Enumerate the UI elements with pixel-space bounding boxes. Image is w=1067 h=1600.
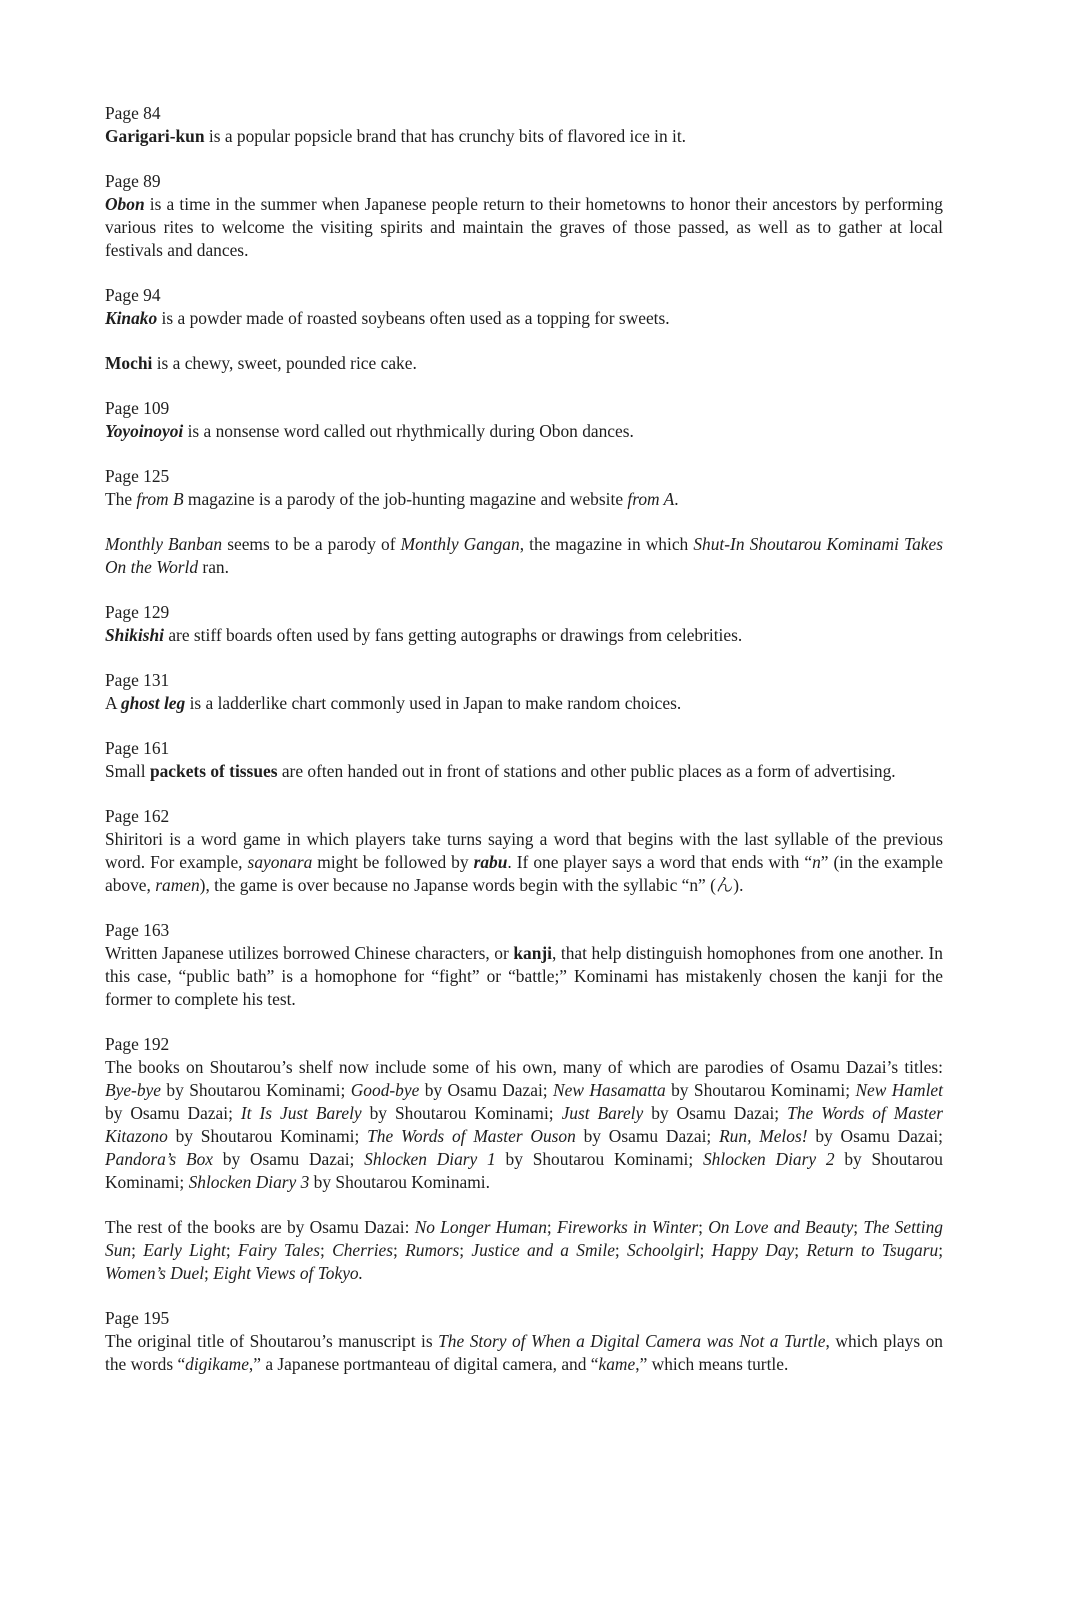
page-reference: Page 162 (105, 806, 170, 826)
note-text-run: . If one player says a word that ends with “ (507, 852, 813, 872)
note-term: Rumors (405, 1240, 460, 1260)
note-text-run: The rest of the books are by Osamu Dazai: (105, 1217, 415, 1237)
note-text (105, 942, 943, 1011)
note-entry (105, 601, 943, 647)
page-reference: Page 192 (105, 1034, 170, 1054)
note-term: n (812, 852, 821, 872)
note-entry (105, 102, 943, 148)
note-text (105, 692, 943, 715)
note-text (105, 624, 943, 647)
note-text-run: are stiff boards often used by fans getting autographs or drawings from celebrities. (163, 625, 743, 645)
note-entry (105, 1033, 943, 1194)
note-entry (105, 284, 943, 330)
note-text-run: ; (699, 1240, 712, 1260)
note-text-run: ; (794, 1240, 807, 1260)
note-text-run: A (105, 693, 121, 713)
note-term: rabu (473, 852, 508, 872)
note-text-run: by Shoutarou Kominami; (361, 1103, 562, 1123)
note-term: Obon (105, 194, 145, 214)
note-text-run: ; (131, 1240, 144, 1260)
note-text-run: ), the game is over because no Japanse words begin with the syllabic “n” (ん). (199, 875, 744, 895)
note-term: Return to Tsugaru (806, 1240, 939, 1260)
note-term: Fairy Tales (238, 1240, 321, 1260)
note-term: Cherries (332, 1240, 394, 1260)
note-text (105, 760, 943, 783)
note-text-run: ” (in the example above, (105, 852, 943, 895)
note-entry (105, 805, 943, 897)
note-entry (105, 737, 943, 783)
note-term: Monthly Banban (105, 534, 223, 554)
note-term: New Hasamatta (553, 1080, 666, 1100)
note-text-run: is a nonsense word called out rhythmically during Obon dances. (183, 421, 634, 441)
notes-list (105, 102, 943, 1376)
note-text-run: ; (393, 1240, 406, 1260)
note-text (105, 1216, 943, 1285)
note-term: digikame (185, 1354, 249, 1374)
note-text-run: ; (614, 1240, 628, 1260)
note-term: No Longer Human (414, 1217, 547, 1237)
note-text-run: ran. (198, 557, 229, 577)
page-reference: Page 195 (105, 1308, 170, 1328)
note-text-run: Written Japanese utilizes borrowed Chinese characters, or (105, 943, 514, 963)
note-entry (105, 352, 943, 375)
note-text (105, 1056, 943, 1194)
note-term: Yoyoinoyoi (105, 421, 184, 441)
note-text-run: . (674, 489, 679, 509)
note-term: ghost leg (120, 693, 186, 713)
note-term: Pandora’s Box (105, 1149, 213, 1169)
note-text (105, 420, 943, 443)
note-text-run: ; (546, 1217, 557, 1237)
note-term: Shlocken Diary 3 (188, 1172, 310, 1192)
note-entry (105, 1216, 943, 1285)
note-term: Shikishi (105, 625, 164, 645)
note-text-run: ; (225, 1240, 238, 1260)
page-reference: Page 163 (105, 920, 170, 940)
note-text-run: by Shoutarou Kominami; (167, 1126, 368, 1146)
note-term: New Hamlet (855, 1080, 943, 1100)
note-entry (105, 533, 943, 579)
note-term: Women’s Duel (105, 1263, 205, 1283)
note-term: Justice and a Smile (471, 1240, 615, 1260)
note-text (105, 1330, 943, 1376)
note-term: The Setting Sun (105, 1217, 943, 1260)
note-text-run: by Osamu Dazai; (643, 1103, 788, 1123)
note-text (105, 307, 943, 330)
note-term: Kinako (105, 308, 158, 328)
note-term: The Words of Master Ouson (367, 1126, 576, 1146)
note-term: Eight Views of Tokyo. (213, 1263, 363, 1283)
note-text-run: is a chewy, sweet, pounded rice cake. (152, 353, 417, 373)
note-text-run: by Osamu Dazai; (105, 1103, 241, 1123)
page-reference: Page 84 (105, 103, 161, 123)
note-text-run: by Shoutarou Kominami; (105, 1149, 943, 1192)
note-text-run: by Osamu Dazai; (807, 1126, 943, 1146)
note-term: Fireworks in Winter (556, 1217, 699, 1237)
note-text-run: by Shoutarou Kominami; (495, 1149, 703, 1169)
note-text-run: The original title of Shoutarou’s manuscript is (105, 1331, 439, 1351)
note-entry (105, 465, 943, 511)
note-term: Shlocken Diary 1 (364, 1149, 496, 1169)
page-reference: Page 131 (105, 670, 170, 690)
note-text-run: The books on Shoutarou’s shelf now include some of his own, many of which are parodies of Osamu Dazai’s titles: (105, 1057, 943, 1077)
note-term: ramen (155, 875, 200, 895)
note-text (105, 533, 943, 579)
note-term: sayonara (247, 852, 313, 872)
page-reference: Page 89 (105, 171, 161, 191)
note-text-run: ; (204, 1263, 214, 1283)
note-term: Happy Day (711, 1240, 795, 1260)
note-text-run: ; (320, 1240, 333, 1260)
note-text-run: Small (105, 761, 150, 781)
note-term: The Story of When a Digital Camera was Not a Turtle (438, 1331, 826, 1351)
note-text-run: by Osamu Dazai; (213, 1149, 365, 1169)
note-entry (105, 397, 943, 443)
note-text (105, 125, 943, 148)
note-text-run: might be followed by (312, 852, 474, 872)
page-reference: Page 161 (105, 738, 170, 758)
note-term: Bye-bye (105, 1080, 161, 1100)
note-text-run: ; (853, 1217, 864, 1237)
note-text-run: magazine is a parody of the job-hunting magazine and website (183, 489, 628, 509)
translation-notes-page (105, 102, 943, 1398)
note-text-run: is a popular popsicle brand that has crunchy bits of flavored ice in it. (204, 126, 687, 146)
note-entry (105, 170, 943, 262)
note-entry (105, 919, 943, 1011)
note-term: from B (136, 489, 184, 509)
note-term: It Is Just Barely (240, 1103, 362, 1123)
note-text-run: Shiritori is a word game in which players take turns saying a word that begins with the last syllable of the previous word. For example, (105, 829, 943, 872)
page-reference: Page 109 (105, 398, 170, 418)
note-text-run: by Shoutarou Kominami; (161, 1080, 351, 1100)
note-term: Shut-In Shoutarou Kominami Takes On the World (105, 534, 943, 577)
note-text-run: by Shoutarou Kominami. (309, 1172, 490, 1192)
note-term: Mochi (105, 353, 153, 373)
note-entry (105, 669, 943, 715)
note-text (105, 352, 943, 375)
note-text (105, 828, 943, 897)
note-text (105, 488, 943, 511)
note-term: On Love and Beauty (708, 1217, 854, 1237)
note-text-run: ,” which means turtle. (635, 1354, 789, 1374)
note-term: Shlocken Diary 2 (702, 1149, 835, 1169)
note-term: Early Light (143, 1240, 226, 1260)
note-text-run: , that help distinguish homophones from one another. In this case, “public bath” is a homophone for “fight” or “battle;” Kominami has mistakenly chosen the kanji for the former to complete his test. (105, 943, 943, 1009)
note-term: Monthly Gangan (400, 534, 520, 554)
note-term: from A (627, 489, 675, 509)
note-term: Good-bye (350, 1080, 420, 1100)
note-entry (105, 1307, 943, 1376)
note-text-run: The (105, 489, 137, 509)
note-text-run: is a powder made of roasted soybeans often used as a topping for sweets. (157, 308, 670, 328)
note-text-run: by Shoutarou Kominami; (665, 1080, 856, 1100)
note-text-run: seems to be a parody of (222, 534, 401, 554)
note-text-run: by Osamu Dazai; (575, 1126, 720, 1146)
note-text-run: is a ladderlike chart commonly used in Japan to make random choices. (185, 693, 682, 713)
note-term: Run, Melos! (719, 1126, 808, 1146)
note-term: Schoolgirl (627, 1240, 700, 1260)
page-reference: Page 125 (105, 466, 170, 486)
page-reference: Page 94 (105, 285, 161, 305)
note-term: The Words of Master Kitazono (105, 1103, 943, 1146)
note-text-run: ; (938, 1240, 944, 1260)
note-text-run: , the magazine in which (519, 534, 694, 554)
note-text-run: is a time in the summer when Japanese people return to their hometowns to honor their ancestors by performing various rites to welcome the visiting spirits and maintain the graves of those passed, as well as to gather at local festivals and dances. (105, 194, 943, 260)
note-text-run: ,” a Japanese portmanteau of digital camera, and “ (248, 1354, 599, 1374)
note-text (105, 193, 943, 262)
note-term: Just Barely (561, 1103, 644, 1123)
note-term: kame (598, 1354, 636, 1374)
note-text-run: ; (698, 1217, 709, 1237)
note-text-run: ; (459, 1240, 472, 1260)
note-text-run: by Osamu Dazai; (419, 1080, 554, 1100)
page-reference: Page 129 (105, 602, 170, 622)
note-term: kanji (513, 943, 552, 963)
note-term: Garigari-kun (105, 126, 205, 146)
note-text-run: are often handed out in front of stations and other public places as a form of advertising. (277, 761, 896, 781)
note-text-run: , which plays on the words “ (105, 1331, 943, 1374)
note-term: packets of tissues (149, 761, 278, 781)
